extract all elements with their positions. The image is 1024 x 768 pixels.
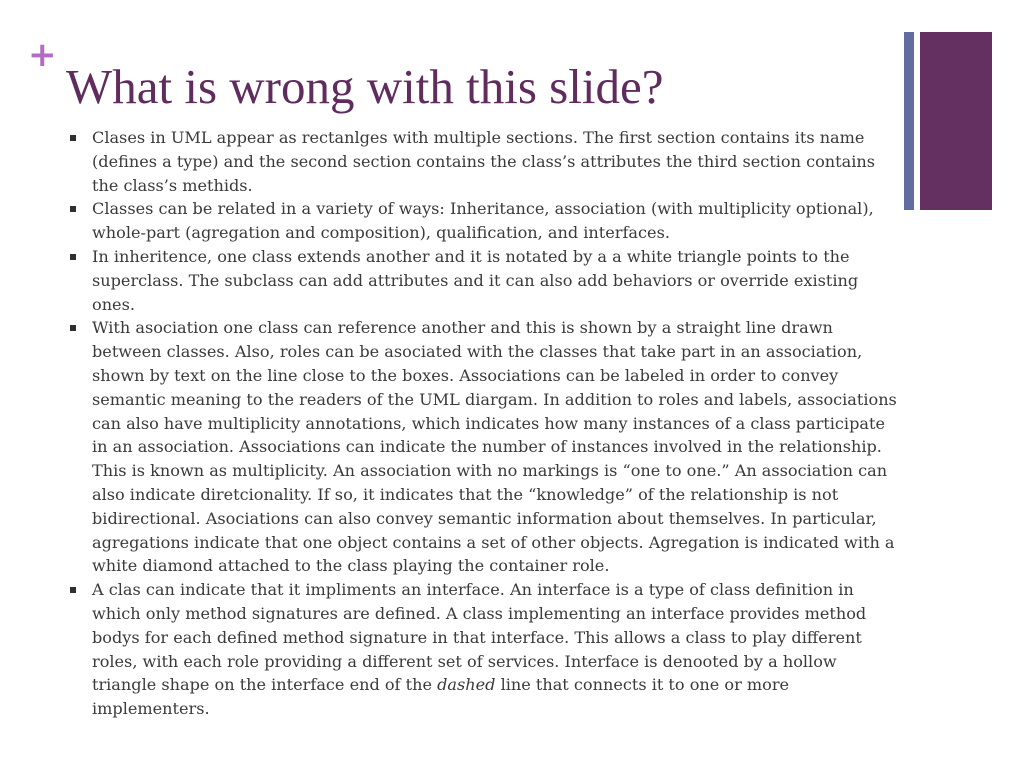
decorative-bar-thin bbox=[904, 32, 914, 210]
plus-icon: + bbox=[28, 35, 57, 75]
bullet-text: Classes can be related in a variety of ways: Inheritance, association (with multiplicity optional), whole-part (agregation and composition), qualification, and interfaces. bbox=[92, 199, 874, 243]
bullet-text: In inheritence, one class extends another and it is notated by a a white triangle points to the superclass. The subclass can add attributes and it can also add behaviors or override existing ones. bbox=[92, 246, 859, 314]
bullet-text-segment: line that connects it to one or more implementers. bbox=[92, 675, 790, 719]
bullet-text-italic: dashed bbox=[437, 675, 496, 695]
bullet-item-uml-classes bbox=[70, 126, 900, 197]
bullet-item-interface bbox=[70, 578, 900, 721]
bullet-item-association bbox=[70, 316, 900, 578]
bullet-item-inheritance bbox=[70, 245, 900, 316]
square-bullet-icon bbox=[70, 135, 76, 141]
bullet-text bbox=[92, 580, 866, 718]
slide-title: What is wrong with this slide? bbox=[66, 59, 664, 114]
bullet-item-relationships bbox=[70, 197, 900, 245]
square-bullet-icon bbox=[70, 206, 76, 212]
bullet-text: Clases in UML appear as rectanlges with multiple sections. The first section contains its name (defines a type) and the second section contains the class’s attributes the third section contains the class’s methids. bbox=[92, 128, 875, 195]
decorative-bar-thick bbox=[920, 32, 992, 210]
square-bullet-icon bbox=[70, 254, 76, 260]
bullet-list bbox=[70, 126, 900, 721]
square-bullet-icon bbox=[70, 325, 76, 331]
bullet-text-segment: A clas can indicate that it impliments an interface. An interface is a type of class definition in which only method signatures are defined. A class implementing an interface provides method bodys for each defined method signature in that interface. This allows a class to play different roles, with each role providing a different set of services. Interface is denooted by a hollow triangle shape on the interface end of the bbox=[92, 580, 867, 695]
bullet-text: With asociation one class can reference another and this is shown by a straight line drawn between classes. Also, roles can be asociated with the classes that take part in an association, shown by text on the line close to the boxes. Associations can be labeled in order to convey semantic meaning to the readers of the UML diargam. In addition to roles and labels, associations can also have multiplicity annotations, which indicates how many instances of a class participate in an association. Associations can indicate the number of instances involved in the relationship. This is known as multiplicity. An association with no markings is “one to one.” An association can also indicate diretcionality. If so, it indicates that the “knowledge” of the relationship is not bidirectional. Asociations can also convey semantic information about themselves. In particular, agregations indicate that one object contains a set of other objects. Agregation is indicated with a white diamond attached to the class playing the container role. bbox=[92, 318, 897, 576]
square-bullet-icon bbox=[70, 587, 76, 593]
